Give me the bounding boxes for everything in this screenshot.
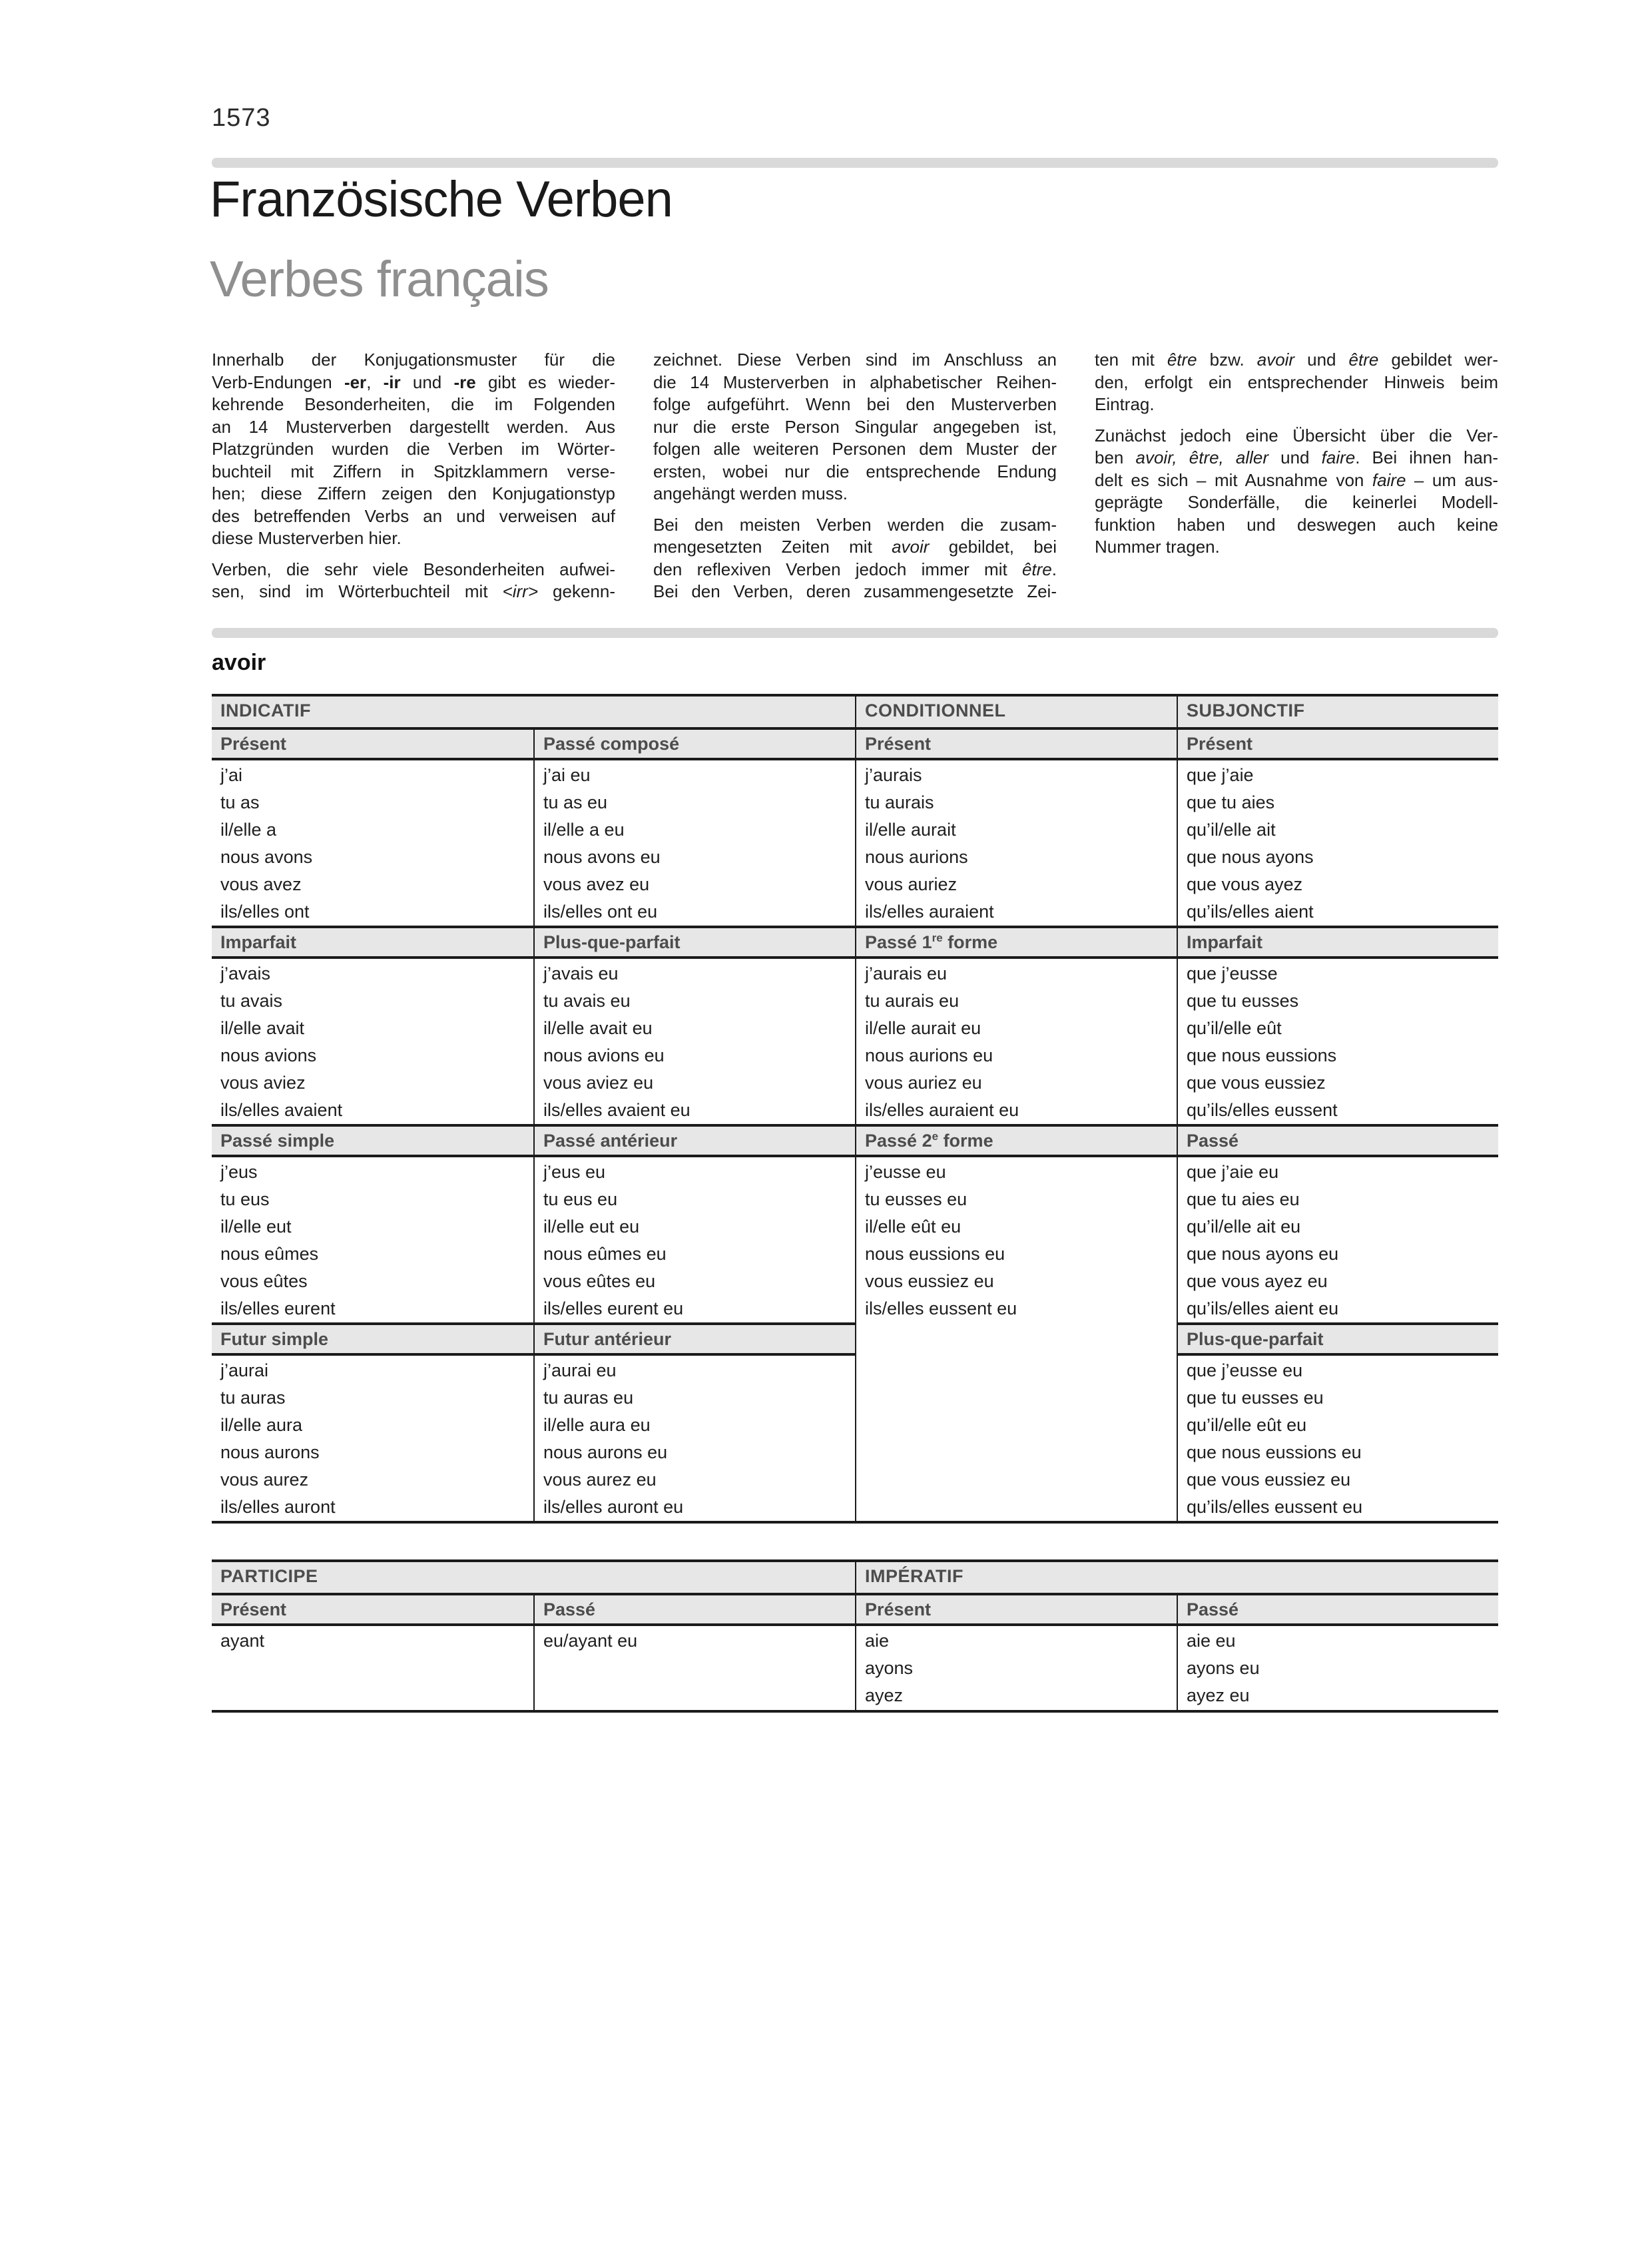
conjugation-item: que vous ayez eu xyxy=(1187,1271,1328,1291)
conjugation-item: ils/elles auront xyxy=(220,1497,336,1517)
conjugation-item: vous avez xyxy=(220,874,302,894)
text-run: Plus-que-parfait xyxy=(1187,1329,1324,1349)
conjugation-item: nous aurons xyxy=(220,1442,320,1462)
conjugation-item: qu’il/elle eût xyxy=(1187,1018,1282,1038)
intro-line xyxy=(653,349,1057,372)
conjugation-item: il/elle a eu xyxy=(543,820,625,840)
table-group-header: PARTICIPE xyxy=(212,1562,855,1593)
conjugation-item: tu eusses eu xyxy=(865,1189,967,1209)
page-title-german: Französische Verben xyxy=(210,171,673,228)
conjugation-item: qu’ils/elles aient eu xyxy=(1187,1298,1339,1318)
text-run: Imparfait xyxy=(220,932,297,952)
separator-bar-top xyxy=(212,158,1498,168)
text-run: Passé xyxy=(1187,1131,1239,1151)
text-run: ben xyxy=(1095,447,1136,467)
tense-subheader xyxy=(1177,727,1498,758)
text-run: Présent xyxy=(220,1599,287,1619)
text-run: hen; diese Ziffern zeigen den Konjugationstyp xyxy=(212,483,615,503)
conjugation-cell xyxy=(212,1155,533,1322)
conjugation-item: j’aurai xyxy=(220,1360,269,1380)
table-group-header: IMPÉRATIF xyxy=(855,1562,1498,1593)
text-run: Passé antérieur xyxy=(543,1131,678,1151)
text-run: die 14 Musterverben in alphabetischer Reihen- xyxy=(653,372,1057,392)
secondary-table xyxy=(212,1559,1498,1713)
conjugation-item: que j’eusse xyxy=(1187,964,1278,983)
intro-line xyxy=(1095,372,1498,394)
text-run: nur die erste Person Singular angegeben ist, xyxy=(653,416,1057,437)
tense-subheader xyxy=(533,1124,855,1155)
intro-line xyxy=(212,372,615,394)
conjugation-item: nous avions xyxy=(220,1045,317,1065)
text-run: être xyxy=(1021,559,1052,579)
conjugation-item: vous eûtes xyxy=(220,1271,308,1291)
text-run: être xyxy=(1167,350,1197,370)
conjugation-item: ayons eu xyxy=(1187,1658,1260,1678)
tense-subheader xyxy=(1177,926,1498,956)
text-run: mengesetzten Zeiten mit xyxy=(653,537,892,557)
conjugation-item: ils/elles eussent eu xyxy=(865,1298,1017,1318)
conjugation-item: il/elle a xyxy=(220,820,277,840)
conjugation-cell xyxy=(1177,1155,1498,1322)
conjugation-item: j’eus xyxy=(220,1162,258,1182)
conjugation-item: il/elle aurait eu xyxy=(865,1018,981,1038)
text-run: Zunächst jedoch eine Übersicht über die Ver- xyxy=(1095,425,1498,445)
text-run: . Bei ihnen han- xyxy=(1355,447,1499,467)
conjugation-cell xyxy=(533,1353,855,1521)
conjugation-cell xyxy=(212,956,533,1124)
text-run: folgen alle weiteren Personen dem Muster der xyxy=(653,439,1057,459)
conjugation-item: vous aurez eu xyxy=(543,1470,657,1490)
verb-heading: avoir xyxy=(212,650,266,675)
conjugation-item: j’aurai eu xyxy=(543,1360,617,1380)
conjugation-item: il/elle avait xyxy=(220,1018,305,1038)
conjugation-item: nous aurions eu xyxy=(865,1045,993,1065)
tense-subheader xyxy=(855,1593,1177,1623)
text-run: Imparfait xyxy=(1187,932,1263,952)
conjugation-item: ils/elles eurent eu xyxy=(543,1298,684,1318)
text-run: re xyxy=(932,932,943,944)
text-run: être xyxy=(1348,350,1379,370)
text-run: gebildet, bei xyxy=(929,537,1057,557)
text-run: gebildet wer- xyxy=(1378,350,1498,370)
conjugation-item: ils/elles avaient xyxy=(220,1100,343,1120)
conjugation-item: qu’il/elle ait eu xyxy=(1187,1217,1301,1237)
conjugation-item: tu aurais eu xyxy=(865,991,960,1011)
intro-line xyxy=(1095,394,1498,416)
text-run: Nummer tragen. xyxy=(1095,537,1220,557)
conjugation-item: ayez xyxy=(865,1685,904,1705)
intro-paragraph xyxy=(653,514,1057,603)
conjugation-item: que tu aies eu xyxy=(1187,1189,1300,1209)
conjugation-item: que tu eusses xyxy=(1187,991,1299,1011)
table-group-header: SUBJONCTIF xyxy=(1177,697,1498,727)
conjugation-item: tu aurais xyxy=(865,792,934,812)
text-run: Platzgründen wurden die Verben im Wörter- xyxy=(212,439,615,459)
intro-column xyxy=(1095,349,1498,612)
conjugation-item: vous aviez eu xyxy=(543,1073,654,1093)
intro-paragraph xyxy=(212,559,615,603)
intro-column xyxy=(212,349,615,612)
text-run: <irr> xyxy=(502,581,539,601)
intro-line xyxy=(212,438,615,461)
intro-line xyxy=(1095,425,1498,447)
intro-line xyxy=(653,514,1057,537)
conjugation-item: j’eusse eu xyxy=(865,1162,946,1182)
conjugation-item: il/elle eût eu xyxy=(865,1217,962,1237)
tense-subheader xyxy=(212,1124,533,1155)
intro-line xyxy=(212,394,615,416)
conjugation-item: nous avions eu xyxy=(543,1045,665,1065)
conjugation-item: que tu eusses eu xyxy=(1187,1388,1324,1408)
intro-line xyxy=(1095,349,1498,372)
text-run: Présent xyxy=(220,734,287,754)
text-run: avoir xyxy=(892,537,930,557)
conjugation-item: que nous eussions eu xyxy=(1187,1442,1362,1462)
page-title-french: Verbes français xyxy=(210,251,549,308)
conjugation-item: j’avais xyxy=(220,964,271,983)
conjugation-item: j’avais eu xyxy=(543,964,619,983)
text-run: gibt es wieder- xyxy=(475,372,616,392)
conjugation-item: tu auras xyxy=(220,1388,286,1408)
text-run: gekenn- xyxy=(538,581,615,601)
intro-column xyxy=(653,349,1057,612)
conjugation-item: que vous eussiez eu xyxy=(1187,1470,1351,1490)
conjugation-item: que nous ayons xyxy=(1187,847,1314,867)
conjugation-item: ils/elles auraient xyxy=(865,902,994,922)
text-run: und xyxy=(1268,447,1322,467)
text-run: Présent xyxy=(865,1599,932,1619)
intro-line xyxy=(212,483,615,505)
conjugation-cell xyxy=(533,1155,855,1322)
tense-subheader xyxy=(855,1124,1177,1155)
intro-paragraph xyxy=(212,349,615,550)
text-run: delt es sich – mit Ausnahme von xyxy=(1095,469,1372,490)
tense-subheader xyxy=(212,1593,533,1623)
tense-subheader xyxy=(1177,1593,1498,1623)
intro-paragraph xyxy=(1095,349,1498,416)
intro-line xyxy=(1095,514,1498,537)
conjugation-item: j’ai xyxy=(220,765,243,785)
conjugation-item: qu’ils/elles aient xyxy=(1187,902,1314,922)
conjugation-item: nous eûmes eu xyxy=(543,1244,667,1264)
conjugation-item: j’eus eu xyxy=(543,1162,606,1182)
tense-subheader xyxy=(1177,1322,1498,1353)
text-run: den reflexiven Verben jedoch immer mit xyxy=(653,559,1022,579)
text-run: Passé composé xyxy=(543,734,680,754)
text-run: avoir xyxy=(1256,350,1295,370)
text-run: Plus-que-parfait xyxy=(543,932,681,952)
intro-line xyxy=(653,461,1057,483)
conjugation-item: aie eu xyxy=(1187,1631,1236,1651)
intro-line xyxy=(1095,536,1498,559)
conjugation-cell xyxy=(533,956,855,1124)
text-run: funktion haben und deswegen auch keine xyxy=(1095,514,1498,535)
conjugation-cell xyxy=(1177,758,1498,926)
text-run: den, erfolgt ein entsprechender Hinweis beim xyxy=(1095,372,1498,392)
text-run: Passé 1 xyxy=(865,932,932,952)
text-run: Passé xyxy=(543,1599,596,1619)
conjugation-item: il/elle eut xyxy=(220,1217,292,1237)
conjugation-item: vous eûtes eu xyxy=(543,1271,656,1291)
intro-line xyxy=(653,559,1057,581)
tense-subheader xyxy=(212,1322,533,1353)
text-run: Futur antérieur xyxy=(543,1329,672,1349)
text-run: Bei den meisten Verben werden die zusam- xyxy=(653,514,1057,535)
conjugation-cell xyxy=(855,1155,1177,1521)
conjugation-item: tu eus xyxy=(220,1189,270,1209)
text-run: Innerhalb der Konjugationsmuster für die xyxy=(212,350,615,370)
conjugation-cell xyxy=(212,1623,533,1710)
conjugation-item: il/elle aura eu xyxy=(543,1415,651,1435)
conjugation-item: qu’il/elle ait xyxy=(1187,820,1276,840)
text-run: avoir, être, aller xyxy=(1135,447,1269,467)
conjugation-item: j’aurais eu xyxy=(865,964,948,983)
conjugation-item: vous aurez xyxy=(220,1470,309,1490)
conjugation-item: ayons xyxy=(865,1658,914,1678)
text-run: bzw. xyxy=(1197,350,1257,370)
conjugation-item: il/elle avait eu xyxy=(543,1018,653,1038)
text-run: – um aus- xyxy=(1406,469,1498,490)
text-run: Eintrag. xyxy=(1095,394,1155,414)
text-run: Bei den Verben, deren zusammengesetzte Zei- xyxy=(653,581,1057,601)
intro-line xyxy=(212,349,615,372)
conjugation-item: nous eussions eu xyxy=(865,1244,1005,1264)
text-run: forme xyxy=(942,932,998,952)
intro-line xyxy=(212,416,615,439)
text-run: Présent xyxy=(1187,734,1253,754)
conjugation-item: ayant xyxy=(220,1631,265,1651)
conjugation-item: que vous eussiez xyxy=(1187,1073,1326,1093)
intro-line xyxy=(212,581,615,603)
conjugation-item: nous aurons eu xyxy=(543,1442,668,1462)
text-run: ersten, wobei nur die entsprechende Endung xyxy=(653,461,1057,481)
conjugation-item: j’aurais xyxy=(865,765,922,785)
text-run: zeichnet. Diese Verben sind im Anschluss an xyxy=(653,350,1057,370)
intro-line xyxy=(1095,491,1498,514)
tense-subheader xyxy=(212,926,533,956)
text-run: forme xyxy=(938,1131,993,1151)
conjugation-table xyxy=(212,694,1498,1524)
text-run: buchteil mit Ziffern in Spitzklammern verse- xyxy=(212,461,615,481)
table-group-header: CONDITIONNEL xyxy=(855,697,1177,727)
text-run: Verben, die sehr viele Besonderheiten aufwei- xyxy=(212,559,615,579)
conjugation-item: qu’ils/elles eussent eu xyxy=(1187,1497,1363,1517)
text-run: diese Musterverben hier. xyxy=(212,528,402,548)
tense-subheader xyxy=(533,926,855,956)
intro-line xyxy=(212,505,615,528)
conjugation-item: vous auriez xyxy=(865,874,958,894)
text-run: Futur simple xyxy=(220,1329,329,1349)
text-run: . xyxy=(1051,559,1057,579)
text-run: -er xyxy=(344,372,367,392)
intro-line xyxy=(212,461,615,483)
conjugation-cell xyxy=(212,758,533,926)
intro-paragraph xyxy=(1095,425,1498,559)
conjugation-cell xyxy=(212,1353,533,1521)
intro-line xyxy=(653,416,1057,439)
conjugation-item: il/elle eut eu xyxy=(543,1217,640,1237)
conjugation-cell xyxy=(855,956,1177,1124)
conjugation-item: ils/elles ont eu xyxy=(543,902,658,922)
conjugation-item: ayez eu xyxy=(1187,1685,1250,1705)
text-run: , xyxy=(366,372,384,392)
intro-line xyxy=(653,581,1057,603)
text-run: Passé xyxy=(1187,1599,1239,1619)
tense-subheader xyxy=(855,727,1177,758)
conjugation-item: nous avons eu xyxy=(543,847,661,867)
conjugation-item: tu as eu xyxy=(543,792,608,812)
text-run: Passé simple xyxy=(220,1131,335,1151)
text-run: und xyxy=(400,372,454,392)
intro-line xyxy=(653,483,1057,505)
intro-line xyxy=(1095,469,1498,492)
conjugation-cell xyxy=(1177,956,1498,1124)
text-run: -ir xyxy=(383,372,401,392)
conjugation-item: tu eus eu xyxy=(543,1189,618,1209)
conjugation-item: que tu aies xyxy=(1187,792,1275,812)
conjugation-item: nous avons xyxy=(220,847,313,867)
text-run: Verb-Endungen xyxy=(212,372,344,392)
conjugation-item: vous eussiez eu xyxy=(865,1271,994,1291)
intro-line xyxy=(1095,447,1498,469)
conjugation-item: eu/ayant eu xyxy=(543,1631,638,1651)
conjugation-item: il/elle aurait xyxy=(865,820,956,840)
text-run: ten mit xyxy=(1095,350,1167,370)
conjugation-item: que vous ayez xyxy=(1187,874,1303,894)
conjugation-item: ils/elles auront eu xyxy=(543,1497,684,1517)
text-run: folge aufgeführt. Wenn bei den Musterverben xyxy=(653,394,1057,414)
conjugation-item: ils/elles auraient eu xyxy=(865,1100,1019,1120)
conjugation-item: nous eûmes xyxy=(220,1244,319,1264)
text-run: kehrende Besonderheiten, die im Folgenden xyxy=(212,394,615,414)
intro-line xyxy=(653,372,1057,394)
conjugation-item: que nous eussions xyxy=(1187,1045,1337,1065)
text-run: an 14 Musterverben dargestellt werden. Aus xyxy=(212,416,615,437)
conjugation-item: que j’aie eu xyxy=(1187,1162,1279,1182)
tense-subheader xyxy=(855,926,1177,956)
text-run: faire xyxy=(1372,469,1406,490)
conjugation-item: tu auras eu xyxy=(543,1388,634,1408)
tense-subheader xyxy=(533,1593,855,1623)
table-group-header: INDICATIF xyxy=(212,697,855,727)
tense-subheader xyxy=(533,1322,855,1353)
page-number: 1573 xyxy=(212,104,271,132)
text-run: angehängt werden muss. xyxy=(653,483,848,503)
tense-subheader xyxy=(212,727,533,758)
conjugation-cell xyxy=(533,758,855,926)
conjugation-item: il/elle aura xyxy=(220,1415,303,1435)
separator-bar-middle xyxy=(212,628,1498,638)
conjugation-item: que nous ayons eu xyxy=(1187,1244,1339,1264)
conjugation-item: que j’aie xyxy=(1187,765,1254,785)
conjugation-cell xyxy=(1177,1623,1498,1710)
conjugation-item: vous auriez eu xyxy=(865,1073,982,1093)
tense-subheader xyxy=(1177,1124,1498,1155)
conjugation-item: tu avais xyxy=(220,991,283,1011)
intro-paragraph xyxy=(653,349,1057,505)
text-run: faire xyxy=(1321,447,1356,467)
text-run: -re xyxy=(453,372,476,392)
text-run: e xyxy=(932,1130,939,1143)
intro-line xyxy=(653,438,1057,461)
conjugation-item: qu’ils/elles eussent xyxy=(1187,1100,1338,1120)
conjugation-item: ils/elles eurent xyxy=(220,1298,336,1318)
conjugation-item: vous avez eu xyxy=(543,874,650,894)
intro-line xyxy=(653,536,1057,559)
conjugation-cell xyxy=(855,758,1177,926)
intro-columns xyxy=(212,349,1498,612)
intro-line xyxy=(653,394,1057,416)
conjugation-item: vous aviez xyxy=(220,1073,306,1093)
conjugation-item: ils/elles ont xyxy=(220,902,310,922)
intro-line xyxy=(212,559,615,581)
tense-subheader xyxy=(533,727,855,758)
text-run: sen, sind im Wörterbuchteil mit xyxy=(212,581,503,601)
text-run: Présent xyxy=(865,734,932,754)
conjugation-item: qu’il/elle eût eu xyxy=(1187,1415,1307,1435)
text-run: und xyxy=(1294,350,1349,370)
conjugation-item: nous aurions xyxy=(865,847,968,867)
conjugation-item: j’ai eu xyxy=(543,765,591,785)
conjugation-cell xyxy=(855,1623,1177,1710)
conjugation-item: tu as xyxy=(220,792,260,812)
conjugation-cell xyxy=(533,1623,855,1710)
conjugation-item: tu avais eu xyxy=(543,991,631,1011)
conjugation-item: que j’eusse eu xyxy=(1187,1360,1303,1380)
text-run: geprägte Sonderfälle, die keinerlei Modell- xyxy=(1095,492,1498,512)
intro-line xyxy=(212,527,615,550)
text-run: des betreffenden Verbs an und verweisen auf xyxy=(212,505,615,526)
text-run: Passé 2 xyxy=(865,1131,932,1151)
conjugation-item: ils/elles avaient eu xyxy=(543,1100,690,1120)
conjugation-item: aie xyxy=(865,1631,890,1651)
conjugation-cell xyxy=(1177,1353,1498,1521)
